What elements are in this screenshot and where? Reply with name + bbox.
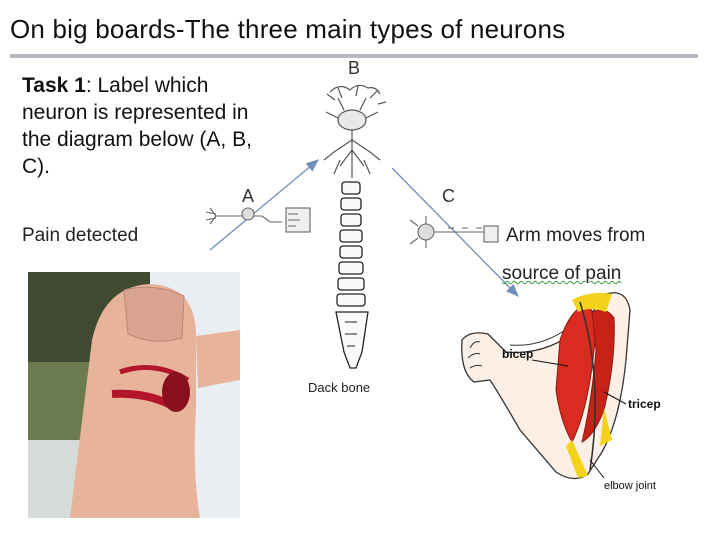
back-bone-label: Dack bone xyxy=(308,380,371,395)
neuron-b-drawing xyxy=(324,85,386,178)
neuron-c-drawing xyxy=(410,216,498,248)
label-b: B xyxy=(348,58,361,78)
label-a: A xyxy=(242,186,255,206)
tricep-label: tricep xyxy=(628,397,661,411)
slide-title: On big boards-The three main types of neurons xyxy=(10,14,566,44)
arm-moves-label-line1: Arm moves from xyxy=(506,225,646,246)
cut-finger-photo xyxy=(28,272,240,518)
arrow-pain-to-spine xyxy=(210,160,318,250)
arm-drawing xyxy=(462,293,630,479)
pain-detected-label: Pain detected xyxy=(22,225,139,246)
task-prefix: Task 1 xyxy=(22,74,86,97)
bicep-label: bicep xyxy=(502,347,534,361)
elbow-joint-label: elbow joint xyxy=(604,480,656,492)
spine-drawing xyxy=(336,182,368,368)
neuron-a-drawing xyxy=(206,208,310,232)
arm-moves-label-line2: source of pain xyxy=(502,263,622,284)
label-c: C xyxy=(442,186,455,206)
task-text: : Label which neuron is represented in the diagram below (A, B, C). xyxy=(22,74,252,178)
